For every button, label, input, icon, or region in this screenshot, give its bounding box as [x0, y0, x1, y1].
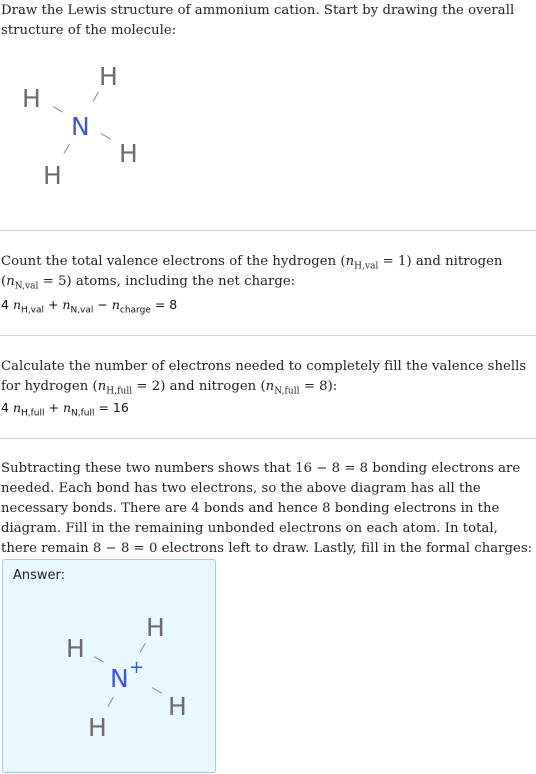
answer-bond-n-h-left	[94, 656, 104, 663]
answer-nitrogen-atom: N	[110, 664, 129, 693]
answer-hydrogen-atom-top: H	[146, 613, 165, 642]
bond-n-h-bottom	[63, 144, 70, 154]
count-text: Count the total valence electrons of the hydrogen $(n_{H,val} = 1)$ and nitrogen $(n_{N,val} = 5)$ atoms, including the net charge:	[1, 254, 503, 292]
full-shell-formula: 4 $n_{H,full} + n_{N,full} = 16$	[1, 400, 129, 419]
divider-2	[0, 335, 536, 336]
answer-label: Answer:	[13, 568, 66, 583]
bond-n-h-top	[92, 92, 99, 102]
answer-bond-n-h-bottom	[107, 697, 114, 707]
intro-text: Draw the Lewis structure of ammonium cation. Start by drawing the overall structure of the molecule:	[1, 3, 515, 38]
formal-charge-plus: +	[129, 657, 145, 678]
divider-1	[0, 230, 536, 231]
hydrogen-atom-right: H	[119, 139, 138, 168]
hydrogen-atom-top: H	[99, 62, 118, 91]
bond-n-h-right	[101, 133, 111, 140]
answer-hydrogen-atom-left: H	[66, 634, 85, 663]
answer-box	[2, 559, 216, 773]
bond-n-h-left	[53, 106, 63, 113]
subtract-text: Subtracting these two numbers shows that 16 − 8 = 8 bonding electrons are needed. Each bond has two electrons, so the above diagram has all the necessary bonds. There are 4 bonds and hence 8 bonding electrons in the diagram. Fill in the remaining unbonded electrons on each atom. In total, there remain 8 − 8 = 0 electrons left to draw. Lastly, fill in the formal charges:	[1, 461, 533, 556]
answer-hydrogen-atom-right: H	[168, 692, 187, 721]
nitrogen-atom: N	[71, 112, 90, 141]
valence-electron-formula: 4 $n_{H,val} + n_{N,val} - n_{charge} = 8$	[1, 297, 178, 316]
answer-bond-n-h-right	[152, 687, 162, 694]
calculate-text: Calculate the number of electrons needed to completely fill the valence shells for hydrogen $(n_{H,full} = 2)$ and nitrogen $(n_{N,full} = 8)$:	[1, 359, 527, 397]
hydrogen-atom-left: H	[22, 84, 41, 113]
answer-hydrogen-atom-bottom: H	[88, 713, 107, 742]
hydrogen-atom-bottom: H	[43, 161, 62, 190]
divider-3	[0, 438, 536, 439]
answer-bond-n-h-top	[139, 643, 146, 653]
